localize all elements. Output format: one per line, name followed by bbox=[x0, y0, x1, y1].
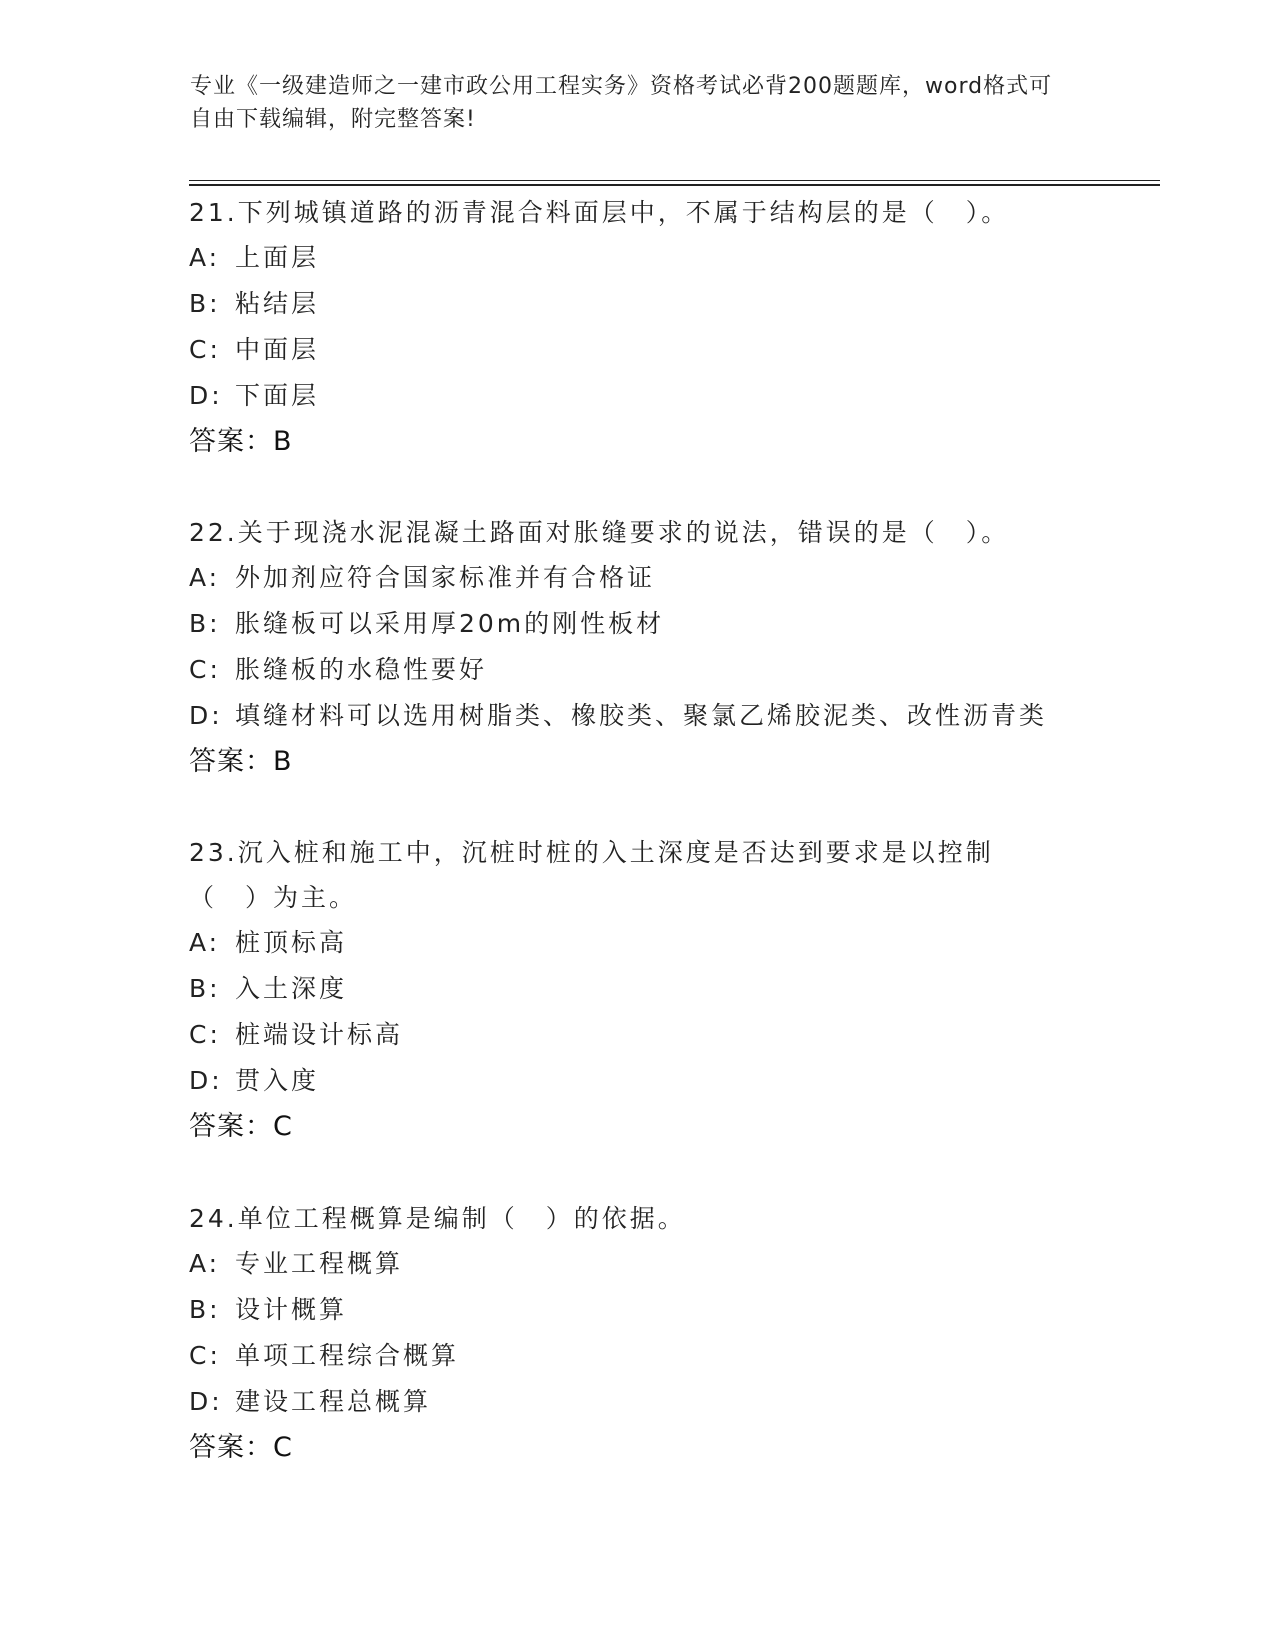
option-text: 专业工程概算 bbox=[235, 1249, 404, 1278]
option-c bbox=[189, 1012, 1039, 1058]
option-letter: B: bbox=[189, 289, 221, 318]
option-text: 下面层 bbox=[235, 381, 320, 410]
document-title: 专业《一级建造师之一建市政公用工程实务》资格考试必背200题题库，word格式可自由下载编辑，附完整答案! bbox=[190, 74, 1053, 132]
option-letter: A: bbox=[189, 243, 221, 272]
answer-line: 答案：B bbox=[189, 426, 293, 457]
option-d bbox=[189, 373, 1089, 419]
option-c bbox=[189, 647, 1089, 693]
option-c bbox=[189, 327, 1089, 373]
option-letter: B: bbox=[189, 1295, 221, 1324]
question-stem: 23.沉入桩和施工中，沉桩时桩的入土深度是否达到要求是以控制（ ）为主。 bbox=[189, 838, 994, 912]
option-letter: D: bbox=[189, 1387, 223, 1416]
answer-line: 答案：B bbox=[189, 746, 293, 777]
option-a bbox=[189, 1241, 1089, 1287]
option-letter: B: bbox=[189, 974, 221, 1003]
option-text: 中面层 bbox=[235, 335, 320, 364]
question-stem: 21.下列城镇道路的沥青混合料面层中，不属于结构层的是（ ）。 bbox=[189, 198, 1010, 227]
option-text: 填缝材料可以选用树脂类、橡胶类、聚氯乙烯胶泥类、改性沥青类 bbox=[235, 701, 1048, 730]
option-text: 建设工程总概算 bbox=[235, 1387, 432, 1416]
option-text: 入土深度 bbox=[235, 974, 348, 1003]
option-a bbox=[189, 555, 1089, 601]
option-text: 桩端设计标高 bbox=[235, 1020, 404, 1049]
option-text: 上面层 bbox=[235, 243, 320, 272]
option-d bbox=[189, 693, 1089, 739]
option-text: 贯入度 bbox=[235, 1066, 320, 1095]
option-b bbox=[189, 281, 1089, 327]
header-divider-thin bbox=[189, 180, 1160, 181]
option-text: 外加剂应符合国家标准并有合格证 bbox=[235, 563, 656, 592]
option-text: 粘结层 bbox=[235, 289, 320, 318]
option-b bbox=[189, 1287, 1089, 1333]
answer-line: 答案：C bbox=[189, 1111, 293, 1142]
option-c bbox=[189, 1333, 1089, 1379]
option-letter: C: bbox=[189, 655, 221, 684]
option-letter: C: bbox=[189, 335, 221, 364]
option-text: 桩顶标高 bbox=[235, 928, 348, 957]
question-23 bbox=[189, 830, 1039, 1150]
option-letter: D: bbox=[189, 1066, 223, 1095]
option-d bbox=[189, 1379, 1089, 1425]
option-d bbox=[189, 1058, 1039, 1104]
option-letter: C: bbox=[189, 1020, 221, 1049]
option-letter: D: bbox=[189, 701, 223, 730]
question-22 bbox=[189, 510, 1089, 785]
document-header bbox=[190, 70, 1070, 136]
option-text: 胀缝板可以采用厚20m的刚性板材 bbox=[235, 609, 665, 638]
answer-line: 答案：C bbox=[189, 1432, 293, 1463]
option-text: 胀缝板的水稳性要好 bbox=[235, 655, 488, 684]
option-letter: A: bbox=[189, 928, 221, 957]
question-stem: 22.关于现浇水泥混凝土路面对胀缝要求的说法，错误的是（ ）。 bbox=[189, 518, 1010, 547]
question-24 bbox=[189, 1196, 1089, 1471]
option-letter: B: bbox=[189, 609, 221, 638]
header-divider-thick bbox=[189, 184, 1160, 186]
option-b bbox=[189, 601, 1089, 647]
option-letter: C: bbox=[189, 1341, 221, 1370]
option-letter: D: bbox=[189, 381, 223, 410]
option-text: 设计概算 bbox=[235, 1295, 348, 1324]
option-a bbox=[189, 920, 1039, 966]
option-letter: A: bbox=[189, 1249, 221, 1278]
option-letter: A: bbox=[189, 563, 221, 592]
question-21 bbox=[189, 190, 1089, 465]
option-b bbox=[189, 966, 1039, 1012]
option-text: 单项工程综合概算 bbox=[235, 1341, 460, 1370]
option-a bbox=[189, 235, 1089, 281]
question-stem: 24.单位工程概算是编制（ ）的依据。 bbox=[189, 1204, 686, 1233]
